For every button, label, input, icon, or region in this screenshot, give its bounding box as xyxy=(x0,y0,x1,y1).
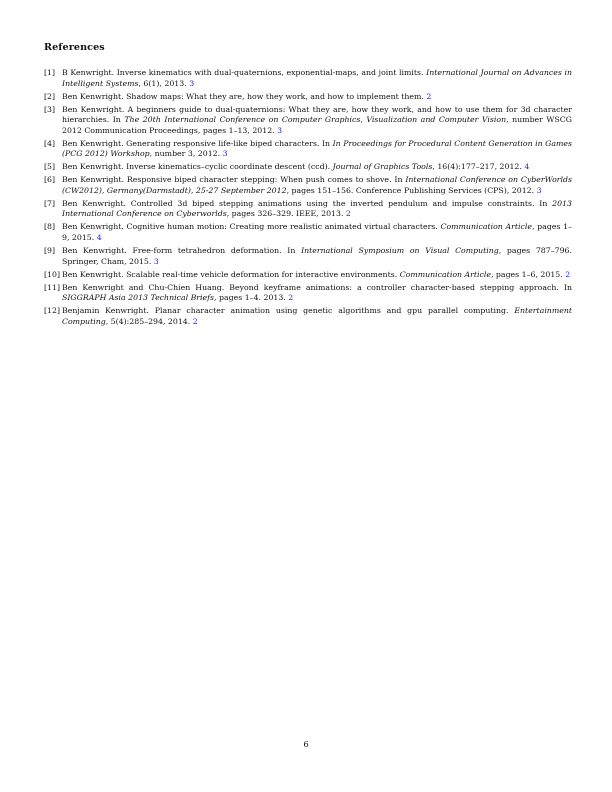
reference-venue: The 20th International Conference on Computer Graphics, Visualization and Computer Vision xyxy=(124,115,507,125)
reference-venue: International Conference on CyberWorlds (CW2012), Germany(Darmstadt), 25-27 September 2012 xyxy=(62,175,572,195)
backref-link[interactable]: 3 xyxy=(277,125,283,135)
backref-link[interactable]: 3 xyxy=(153,256,159,266)
reference-venue: Entertainment Computing xyxy=(62,306,572,326)
reference-item xyxy=(44,246,572,267)
reference-details: , pages 326–329. IEEE, 2013. xyxy=(226,209,346,219)
backref-link[interactable]: 2 xyxy=(345,209,351,219)
reference-item xyxy=(44,92,572,103)
reference-item xyxy=(44,105,572,137)
reference-list xyxy=(44,68,572,330)
reference-venue: International Symposium on Visual Computing xyxy=(301,246,499,256)
reference-text: Ben Kenwright. Free-form tetrahedron deformation. In xyxy=(62,246,302,256)
reference-text: Benjamin Kenwright. Planar character animation using genetic algorithms and gpu parallel computing. xyxy=(62,306,515,316)
reference-label: [3] xyxy=(44,104,56,114)
reference-label: [9] xyxy=(44,246,56,256)
reference-label: [10] xyxy=(44,269,61,279)
reference-venue: In Proceedings for Procedural Content Generation in Games (PCG 2012) Workshop xyxy=(62,138,572,159)
reference-text: Ben Kenwright and Chu-Chien Huang. Beyond keyframe animations: a controller character-based stepping approach. In xyxy=(62,282,572,292)
backref-link[interactable]: 2 xyxy=(288,293,294,303)
reference-venue: Journal of Graphics Tools xyxy=(332,162,433,172)
reference-details: , 16(4):177–217, 2012. xyxy=(432,162,525,172)
backref-link[interactable]: 2 xyxy=(426,91,432,101)
reference-label: [7] xyxy=(44,198,56,208)
reference-item xyxy=(44,283,572,304)
reference-item xyxy=(44,175,572,196)
reference-venue: International Journal on Advances in Intelligent Systems xyxy=(62,68,572,88)
reference-item xyxy=(44,162,572,173)
reference-label: [6] xyxy=(44,175,56,185)
reference-venue: Communication Article xyxy=(399,269,491,279)
reference-label: [11] xyxy=(44,282,61,292)
reference-details: , pages 1–4. 2013. xyxy=(214,293,289,303)
reference-details: , pages 151–156. Conference Publishing Services (CPS), 2012. xyxy=(286,185,537,195)
reference-venue: SIGGRAPH Asia 2013 Technical Briefs xyxy=(62,293,215,303)
reference-details: , number 3, 2012. xyxy=(149,149,223,159)
reference-item xyxy=(44,270,572,281)
reference-label: [1] xyxy=(44,68,56,77)
reference-text: Ben Kenwright. Responsive biped character stepping: When push comes to shove. In xyxy=(62,175,406,185)
reference-label: [8] xyxy=(44,222,56,232)
reference-text: Ben Kenwright. Inverse kinematics–cyclic coordinate descent (ccd). xyxy=(62,162,333,172)
reference-label: [5] xyxy=(44,162,56,172)
reference-venue: Communication Article xyxy=(440,222,532,232)
reference-item xyxy=(44,68,572,89)
reference-label: [2] xyxy=(44,91,56,101)
reference-details: , pages 787–796. Springer, Cham, 2015. xyxy=(62,246,572,266)
references-heading: References xyxy=(44,42,105,53)
backref-link[interactable]: 4 xyxy=(524,162,530,172)
reference-item xyxy=(44,306,572,327)
reference-item xyxy=(44,222,572,243)
reference-label: [4] xyxy=(44,138,56,148)
reference-details: , number WSCG 2012 Communication Proceedings, pages 1–13, 2012. xyxy=(62,115,572,135)
reference-text: Ben Kenwright. Shadow maps: What they are, how they work, and how to implement them. xyxy=(62,91,427,101)
reference-text: Ben Kenwright. Generating responsive life-like biped characters. In xyxy=(62,138,333,148)
backref-link[interactable]: 2 xyxy=(192,316,198,326)
page-number: 6 xyxy=(303,739,309,749)
reference-item xyxy=(44,199,572,220)
backref-link[interactable]: 3 xyxy=(536,185,542,195)
backref-link[interactable]: 3 xyxy=(189,78,195,88)
reference-text: B Kenwright. Inverse kinematics with dual-quaternions, exponential-maps, and joint limits. xyxy=(62,68,427,77)
reference-label: [12] xyxy=(44,306,61,316)
reference-details: , 6(1), 2013. xyxy=(138,78,190,88)
reference-item xyxy=(44,139,572,160)
backref-link[interactable]: 3 xyxy=(222,149,228,159)
reference-venue: 2013 International Conference on Cyberworlds xyxy=(62,198,572,219)
backref-link[interactable]: 4 xyxy=(96,233,102,243)
reference-text: Ben Kenwright. Cognitive human motion: Creating more realistic animated virtual characters. xyxy=(62,222,441,232)
reference-details: , 5(4):285–294, 2014. xyxy=(105,316,193,326)
reference-text: Ben Kenwright. Scalable real-time vehicle deformation for interactive environments. xyxy=(62,269,400,279)
reference-details: , pages 1–6, 2015. xyxy=(490,269,566,279)
reference-details: , pages 1–9, 2015. xyxy=(62,222,572,243)
reference-text: Ben Kenwright. A beginners guide to dual-quaternions: What they are, how they work, and how to use them for 3d character hierarchies. In xyxy=(62,104,572,125)
backref-link[interactable]: 2 xyxy=(565,269,571,279)
reference-text: Ben Kenwright. Controlled 3d biped stepping animations using the inverted pendulum and impulse constraints. In xyxy=(62,198,553,208)
